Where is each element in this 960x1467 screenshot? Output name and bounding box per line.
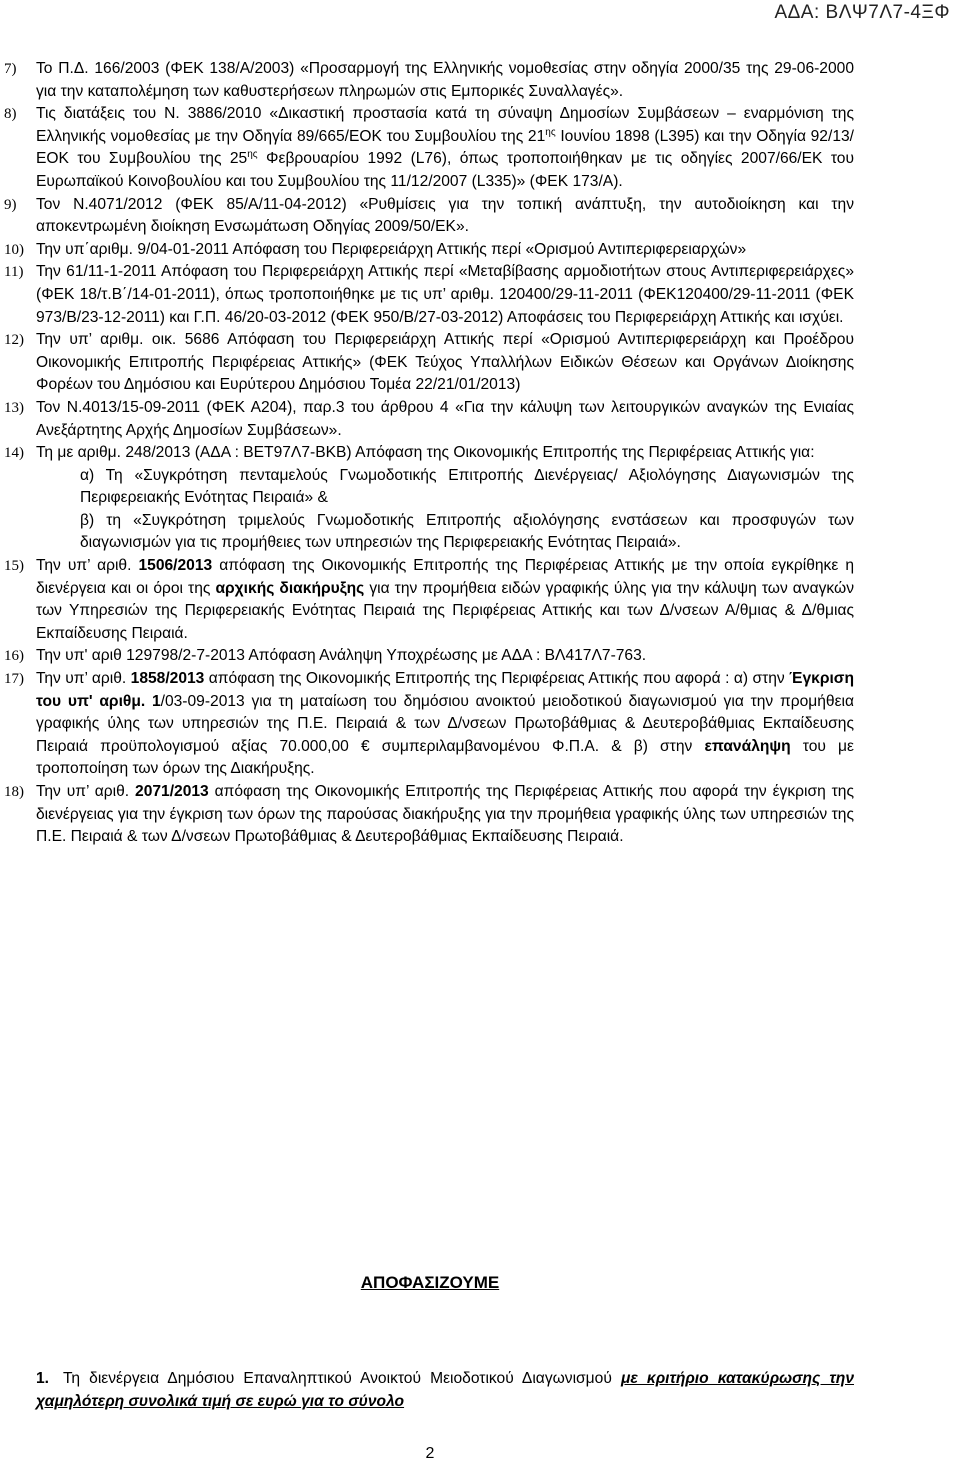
list-item [4, 103, 854, 193]
item-text: απόφαση της Οικονομικής Επιτροπής της Περιφέρειας Αττικής που αφορά : α) στην [204, 670, 790, 688]
item-text: Ιουνίου 1898 (L395) και την Οδηγία 92/13/ΕΟΚ του Συμβουλίου της 25 [36, 127, 854, 168]
item-text: Το Π.Δ. 166/2003 (ΦΕΚ 138/Α/2003) «Προσαρμογή της Ελληνικής νομοθεσίας στην οδηγία 2000/35 της 29-06-2000 για την καταπολέμηση των καθυστερήσεων πληρωμών στις Εμπορικές Συναλλαγές». [36, 60, 854, 100]
item-number: 9) [4, 196, 17, 213]
item-text: Την υπ’ αριθ. [36, 557, 139, 575]
list-item [4, 442, 854, 465]
list-item [4, 261, 854, 329]
item-text: για την προμήθεια ειδών γραφικής ύλης για την κάλυψη των αναγκών των Υπηρεσιών της Περιφερειακής Ενότητας Πειραιά της Περιφέρειας Αττικής και των Δ/νσεων Α/θμιας & Δ/θμιας Εκπαίδευσης Πειραιά. [36, 579, 854, 642]
decision-number: 2071/2013 [135, 783, 209, 800]
ordinal-suffix: ης [545, 126, 556, 138]
paragraph-text: Τη διενέργεια Δημόσιου Επαναληπτικού Ανοικτού Μειοδοτικού Διαγωνισμού [63, 1370, 621, 1387]
item-text: Την υπ’ αριθμ. οικ. 5686 Απόφαση του Περιφερειάρχη Αττικής περί «Ορισμού Αντιπεριφερειάρχη και Προέδρου Οικονομικής Επιτροπής Περιφέρειας Αττικής» (ΦΕΚ Τεύχος Υπαλλήλων Ειδικών Θέσεων και Οργάνων Διοίκησης Φορέων του Δημόσιου και Ευρύτερου Δημόσιου Τομέα 22/21/01/2013) [36, 331, 854, 394]
item-text: Την υπ΄αριθμ. 9/04-01-2011 Απόφαση του Περιφερειάρχη Αττικής περί «Ορισμού Αντιπεριφερειαρχών» [36, 240, 747, 258]
award-criterion-text: με κριτήριο κατακύρωσης την χαμηλότερη συνολικά τιμή σε ευρώ για το σύνολο [36, 1370, 854, 1410]
bold-phrase: Έγκριση του υπ' αριθμ. 1 [36, 670, 854, 710]
list-item [4, 555, 854, 645]
decision-paragraph [36, 1368, 854, 1413]
item-number: 10) [4, 241, 24, 258]
item-number: 8) [4, 106, 17, 123]
item-number: 15) [4, 558, 24, 575]
list-item [4, 668, 855, 781]
item-number: 18) [4, 784, 24, 800]
bold-phrase: επανάληψη [704, 737, 791, 755]
item-text: του με τροποποίηση των όρων της Διακήρυξης. [36, 737, 854, 778]
list-item [4, 781, 854, 849]
ordinal-suffix: ης [247, 149, 258, 161]
item-number: 11) [4, 264, 24, 281]
item-text: απόφαση της Οικονομικής Επιτροπής της Περιφέρειας Αττικής με την οποία εγκρίθηκε η διενέργεια και οι όροι της [36, 557, 854, 597]
item-text: Τον Ν.4071/2012 (ΦΕΚ 85/Α/11-04-2012) «Ρυθμίσεις για την τοπική ανάπτυξη, την αυτοδιοίκηση και την αποκεντρωμένη διοίκηση Ενσωμάτωση Οδηγίας 2009/50/ΕΚ». [36, 195, 854, 236]
item-text: απόφαση της Οικονομικής Επιτροπής της Περιφέρειας Αττικής που αφορά την έγκριση της διενέργειας για την έγκριση των όρων της παρούσας διακήρυξης για την προμήθεια γραφικής ύλης των υπηρεσιών της Π.Ε. Πειραιά & των Δ/νσεων Πρωτοβάθμιας & Δευτεροβάθμιας Εκπαίδευσης Πειραιά. [36, 783, 854, 846]
item-text: Την 61/11-1-2011 Απόφαση του Περιφερειάρχη Αττικής περί «Μεταβίβασης αρμοδιοτήτων στους Αντιπεριφερειάρχες» (ΦΕΚ 18/τ.Β΄/14-01-2011), όπως τροποποιήθηκε με τις υπ’ αριθμ. 120400/29-11-2011 (ΦΕΚ120400/29-11-2011 (ΦΕΚ 973/Β/23-12-2011) και Γ.Π. 46/20-03-2012 (ΦΕΚ 950/Β/27-03-2012) Αποφάσεις του Περιφερειάρχη Αττικής και ισχύει. [36, 263, 854, 326]
item-text: Φεβρουαρίου 1992 (L76), όπως τροποποιήθηκαν με τις οδηγίες 2007/66/ΕΚ του Ευρωπαϊκού Κοινοβουλίου και του Συμβουλίου της 11/12/2007 (L335)» (ΦΕΚ 173/Α). [36, 150, 854, 190]
list-item [4, 239, 854, 262]
document-body [4, 58, 855, 849]
list-item [4, 58, 854, 103]
list-item [4, 194, 854, 239]
item-number: 14) [4, 445, 24, 462]
item-text: Τη με αριθμ. 248/2013 (ΑΔΑ : ΒΕΤ97Λ7-ΒΚΒ) Απόφαση της Οικονομικής Επιτροπής της Περιφέρειας Αττικής για: [36, 444, 815, 462]
item-text: Τον Ν.4013/15-09-2011 (ΦΕΚ Α204), παρ.3 του άρθρου 4 «Για την κάλυψη των λειτουργικών αναγκών της Ενιαίας Ανεξάρτητης Αρχής Δημοσίων Συμβάσεων». [36, 398, 854, 439]
list-item [4, 397, 854, 442]
list-item [4, 645, 854, 668]
paragraph-number: 1. [36, 1370, 50, 1387]
decision-number: 1858/2013 [130, 670, 205, 688]
bold-phrase: αρχικής διακήρυξης [215, 579, 365, 597]
item-text: Την υπ’ αριθ. [36, 783, 136, 800]
item-number: 7) [4, 61, 17, 77]
list-item [4, 329, 854, 397]
item-number: 12) [4, 332, 24, 349]
item-number: 13) [4, 399, 24, 416]
decision-heading: ΑΠΟΦΑΣΙΖΟΥΜΕ [360, 1273, 500, 1292]
item-number: 16) [4, 648, 24, 665]
item-number: 17) [4, 671, 24, 688]
item-text: Την υπ' αριθ 129798/2-7-2013 Απόφαση Ανάληψη Υποχρέωσης με ΑΔΑ : ΒΛ417Λ7-763. [36, 647, 647, 665]
document-ada-code: ΑΔΑ: ΒΛΨ7Λ7-4ΞΦ [774, 2, 950, 23]
item-text: Τις διατάξεις του Ν. 3886/2010 «Δικαστική προστασία κατά τη σύναψη Δημοσίων Συμβάσεων – εναρμόνιση της Ελληνικής νομοθεσίας με την Οδηγία 89/665/ΕΟΚ του Συμβουλίου της 21 [36, 105, 854, 145]
item-text: Την υπ’ αριθ. [36, 670, 131, 688]
item-text: /03-09-2013 για τη ματαίωση του δημόσιου ανοικτού μειοδοτικού διαγωνισμού για την προμήθεια γραφικής ύλης των υπηρεσιών της Π.Ε. Πειραιά & των Δ/νσεων Πρωτοβάθμιας & Δευτεροβάθμιας Εκπαίδευσης Πειραιά προϋπολογισμού αξίας 70.000,00 € συμπεριλαμβανομένου Φ.Π.Α. & β) στην [36, 692, 855, 755]
page-number: 2 [425, 1445, 435, 1462]
sub-item-b: β) τη «Συγκρότηση τριμελούς Γνωμοδοτικής Επιτροπής αξιολόγησης ενστάσεων και προσφυγών των διαγωνισμών για τις προμήθειες των υπηρεσιών της Περιφερειακής Ενότητας Πειραιά». [80, 511, 854, 552]
decision-number: 1506/2013 [138, 557, 213, 575]
sub-item-a: α) Τη «Συγκρότηση πενταμελούς Γνωμοδοτικής Επιτροπής Διενέργειας/ Αξιολόγησης Διαγωνισμών της Περιφερειακής Ενότητας Πειραιά» & [80, 466, 854, 507]
